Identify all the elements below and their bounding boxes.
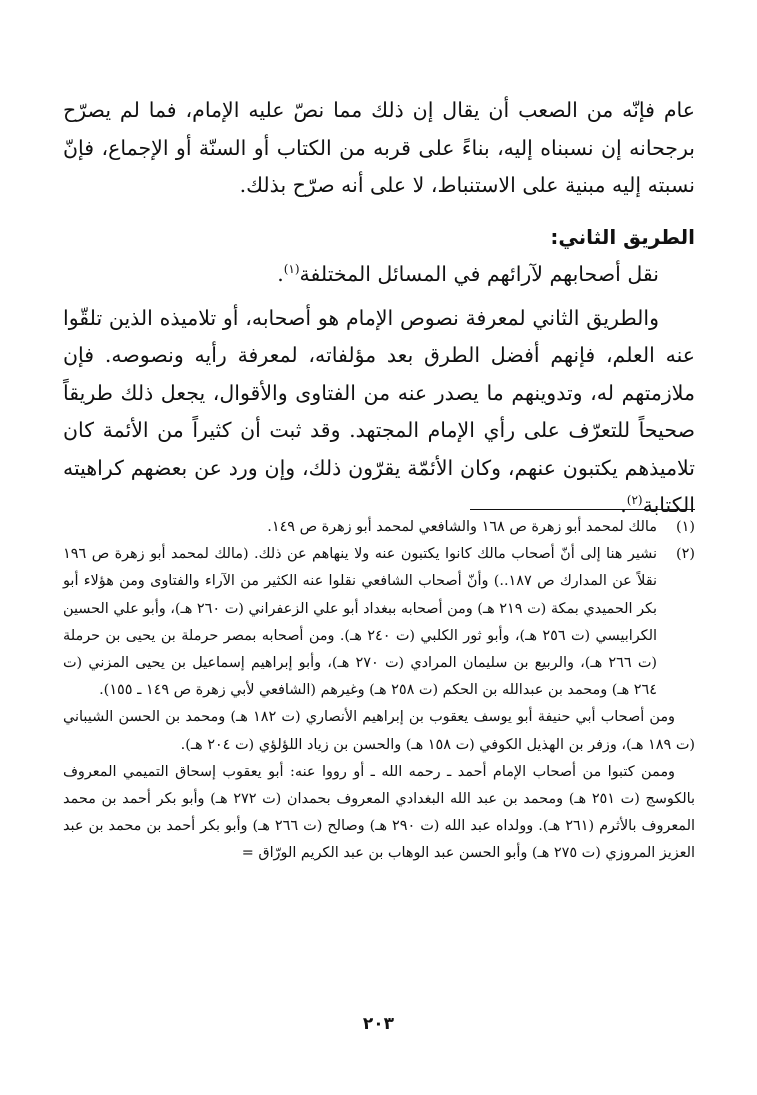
section-subheading xyxy=(63,256,695,294)
section-heading: الطريق الثاني: xyxy=(550,224,695,249)
footnote-2-hanafi: ومن أصحاب أبي حنيفة أبو يوسف يعقوب بن إبراهيم الأنصاري (ت ١٨٢ هـ) ومحمد بن الحسن الشيباني (ت ١٨٩ هـ)، وزفر بن الهذيل الكوفي (ت ١٥٨ هـ) والحسن بن زياد اللؤلؤي (ت ٢٠٤ هـ). xyxy=(63,709,695,753)
footnote-1 xyxy=(63,514,695,541)
footnote-text: نشير هنا إلى أنّ أصحاب مالك كانوا يكتبون عنه ولا ينهاهم عن ذلك. (مالك لمحمد أبو زهرة ص ١٩٦ نقلاً عن المدارك ص ١٨٧..) وأنّ أصحاب الشافعي نقلوا عنه الكثير من الآراء والفتاوى ومن هؤلاء أبو بكر الحميدي بمكة (ت ٢١٩ هـ) ومن أصحابه ببغداد أبو علي الزعفراني (ت ٢٦٠ هـ)، وأبو علي الحسين الكرابيسي (ت ٢٥٦ هـ)، وأبو ثور الكلبي (ت ٢٤٠ هـ). ومن أصحابه بمصر حرملة بن يحيى بن حرملة (ت ٢٦٦ هـ)، والربيع بن سليمان المرادي (ت ٢٧٠ هـ)، وأبو إبراهيم إسماعيل بن يحيى المزني (ت ٢٦٤ هـ) ومحمد بن عبدالله بن الحكم (ت ٢٥٨ هـ) وغيرهم (الشافعي لأبي زهرة ص ١٤٩ ـ ١٥٥). xyxy=(63,546,658,699)
paragraph-2-end: . xyxy=(620,493,627,517)
subheading-end: . xyxy=(277,262,284,286)
footnote-ref-2[interactable]: (٢) xyxy=(626,493,643,508)
footnote-text: مالك لمحمد أبو زهرة ص ١٦٨ والشافعي لمحمد أبو زهرة ص ١٤٩. xyxy=(267,519,657,535)
paragraph-1: عام فإنّه من الصعب أن يقال إن ذلك مما نصّ عليه الإمام، فما لم يصرّح برجحانه إن نسبناه إليه، بناءً على قربه من الكتاب أو السنّة أو الإجماع، فإنّ نسبته إليه مبنية على الاستنباط، لا على أنه صرّح بذلك. xyxy=(63,98,695,197)
paragraph-2 xyxy=(63,300,695,525)
subheading-text: نقل أصحابهم لآرائهم في المسائل المختلفة xyxy=(299,262,659,286)
page-number: ٢٠٣ xyxy=(362,1014,395,1034)
main-text xyxy=(63,92,695,525)
footnote-2-hanbali: وممن كتبوا من أصحاب الإمام أحمد ـ رحمه الله ـ أو رووا عنه: أبو يعقوب إسحاق التميمي المعروف بالكوسج (ت ٢٥١ هـ) ومحمد بن عبد الله البغدادي المعروف بحمدان (ت ٢٧٢ هـ) وأبو بكر أحمد بن محمد المعروف بالأثرم (٢٦١ هـ). وولداه عبد الله (ت ٢٩٠ هـ) وصالح (ت ٢٦٦ هـ) وأبو بكر أحمد بن محمد بن عبد العزيز المروزي (ت ٢٧٥ هـ) وأبو الحسن عبد الوهاب بن عبد الكريم الورّاق = xyxy=(63,763,696,862)
paragraph-2-text: والطريق الثاني لمعرفة نصوص الإمام هو أصحابه، أو تلاميذه الذين تلقّوا عنه العلم، فإنهم أفضل الطرق بعد مؤلفاته، لمعرفة رأيه ونصوصه. فإن ملازمتهم له، وتدوينهم ما يصدر عنه من الفتاوى والأقوال، يجعل ذلك طريقاً صحيحاً للتعرّف على رأي الإمام المجتهد. وقد ثبت أن كثيراً من الأئمة كان تلاميذهم يكتبون عنهم، وكان الأئمّة يقرّون ذلك، وإن ورد عن بعضهم كراهيته الكتابة xyxy=(63,305,695,517)
footnote-number: (١) xyxy=(676,519,695,535)
footnote-number: (٢) xyxy=(676,546,695,563)
footnote-2 xyxy=(63,541,695,704)
footnote-ref-1[interactable]: (١) xyxy=(283,262,300,277)
footnote-separator xyxy=(470,509,695,510)
footnotes xyxy=(63,514,695,868)
